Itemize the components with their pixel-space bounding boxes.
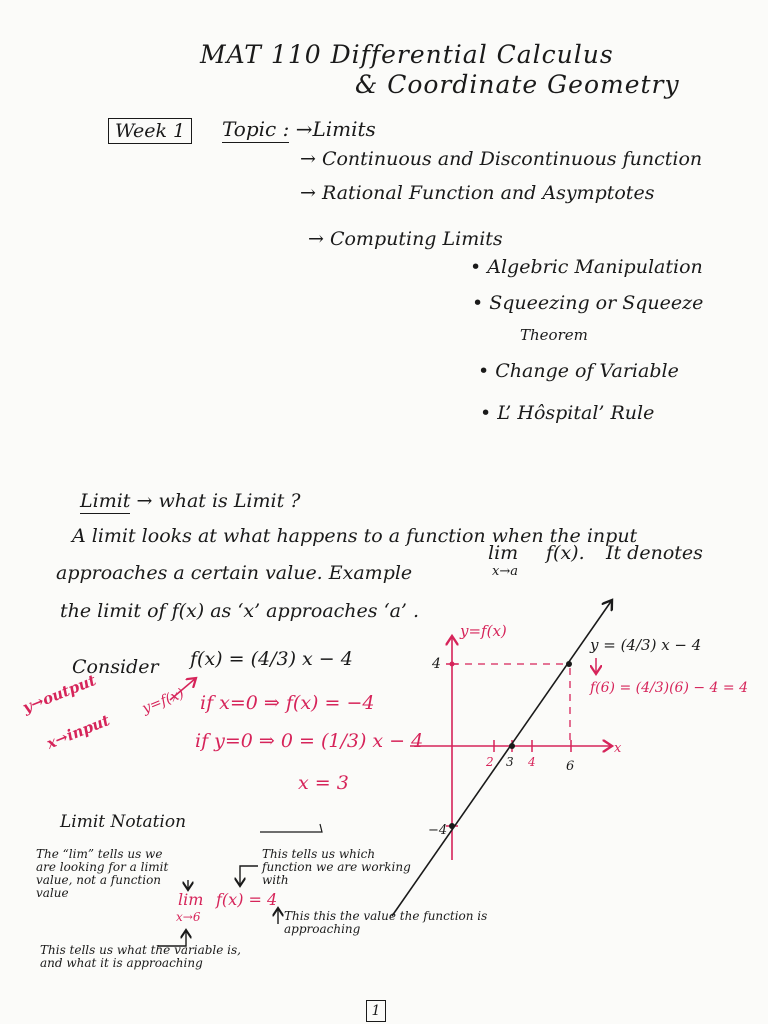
bullet-4: • L’ Hôspital’ Rule: [480, 402, 655, 424]
notation-lim: lim: [178, 890, 204, 909]
topic-item-2: → Rational Function and Asymptotes: [300, 182, 655, 204]
notation-fx: f(x) = 4: [216, 890, 278, 909]
note-value: This this the value the function is approaching: [284, 909, 488, 936]
y-tick-4: 4: [432, 656, 441, 672]
consider-function: f(x) = (4/3) x − 4: [190, 648, 353, 670]
note-func: This tells us which function we are working with: [262, 847, 411, 887]
point-6-4: [566, 661, 572, 667]
note-var: This tells us what the variable is, and what it is approaching: [40, 943, 241, 970]
notation-heading: Limit Notation: [60, 812, 187, 832]
x-intercept-point: [509, 743, 515, 749]
evaluation-label: f(6) = (4/3)(6) − 4 = 4: [590, 680, 749, 696]
side-note-output: y→output: [20, 670, 99, 717]
x-tick-6: 6: [566, 759, 575, 774]
title-line-2: & Coordinate Geometry: [355, 70, 680, 99]
x-axis-label: x: [614, 741, 622, 756]
note-func-arrow: [240, 866, 258, 886]
limit-heading: Limit: [80, 490, 131, 512]
function-line: [392, 600, 612, 916]
line-equation-label: y = (4/3) x − 4: [590, 636, 702, 654]
bullet-1: • Algebric Manipulation: [470, 256, 703, 278]
notation-underline: [260, 824, 322, 832]
side-note-yfx: y=f(x): [140, 685, 187, 717]
topic-item-1: → Continuous and Discontinuous function: [300, 148, 703, 170]
limit-para-line-2a: approaches a certain value. Example: [56, 562, 413, 584]
topic-main: →Limits: [295, 117, 376, 141]
y-tick-neg4: −4: [428, 823, 448, 838]
y-axis-label: y=f(x): [460, 622, 507, 640]
consider-step-2: if y=0 ⇒ 0 = (1/3) x − 4: [195, 730, 424, 752]
topic-word: Topic :: [222, 117, 290, 141]
x-tick-4: 4: [528, 755, 536, 769]
x-axis-ticks: [446, 664, 571, 826]
title-line-1: MAT 110 Differential Calculus: [200, 40, 614, 69]
limit-example-lim: lim: [488, 542, 519, 564]
notation-sub: x→6: [176, 910, 201, 924]
topic-item-3: → Computing Limits: [308, 228, 503, 250]
limit-para-line-1: A limit looks at what happens to a function when the input: [72, 525, 638, 547]
side-note-input: x→input: [44, 711, 113, 753]
consider-label: Consider: [72, 656, 159, 678]
limit-example-fx: f(x).: [546, 542, 585, 564]
y-intercept-point: [449, 823, 455, 829]
y-tick-point: [450, 662, 455, 667]
side-note-arrow: [170, 678, 196, 700]
week-label: Week 1: [108, 118, 192, 144]
limit-para-line-2b: It denotes: [606, 542, 703, 564]
bullet-3: • Change of Variable: [478, 360, 679, 382]
limit-para-line-3: the limit of f(x) as ‘x’ approaches ‘a’ .: [60, 600, 420, 622]
consider-step-1: if x=0 ⇒ f(x) = −4: [200, 692, 375, 714]
page-number: 1: [366, 1000, 386, 1022]
consider-step-3: x = 3: [298, 772, 349, 794]
bullet-2: • Squeezing or Squeeze: [472, 292, 704, 314]
note-lim: The “lim” tells us we are looking for a limit value, not a function value: [36, 847, 169, 900]
limit-question: → what is Limit ?: [136, 490, 301, 512]
limit-example-sub: x→a: [492, 564, 518, 579]
x-tick-2: 2: [486, 755, 494, 769]
bullet-2-cont: Theorem: [520, 326, 588, 344]
x-tick-3: 3: [506, 755, 514, 769]
